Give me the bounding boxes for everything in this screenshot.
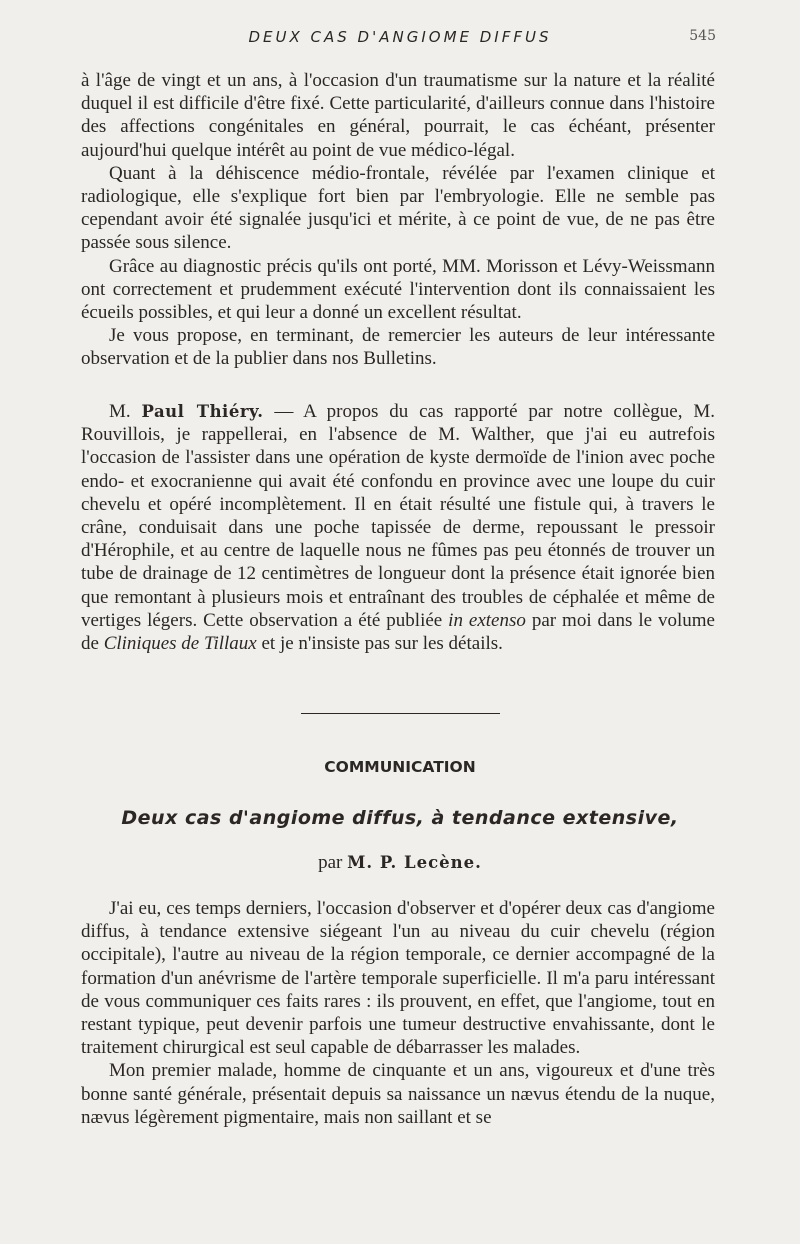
paragraph (81, 400, 715, 655)
remark-text-middle: par moi dans le volume de (81, 609, 715, 655)
paragraph: à l'âge de vingt et un ans, à l'occasion d'un traumatisme sur la nature et la réalité duquel il est difficile d'être fixé. Cette particularité, d'ailleurs connue dans l'histoire des affections congénitales en général, pourrait, le cas échéant, présenter aujourd'hui quelque intérêt au point de vue médico-légal. (81, 70, 715, 161)
paragraph: Grâce au diagnostic précis qu'ils ont porté, MM. Morisson et Lévy-Weissmann ont correctement et prudemment exécuté l'intervention dont ils connaissaient les écueils possibles, et qui leur a donné un excellent résultat. (81, 255, 715, 324)
running-head-title: DEUX CAS D'ANGIOME DIFFUS (248, 28, 552, 46)
paper-author (0, 852, 800, 874)
remark-text-end: et je n'insiste pas sur les détails. (261, 633, 503, 655)
paragraph: Je vous propose, en terminant, de remercier les auteurs de leur intéressante observation et de la publier dans nos Bulletins. (81, 325, 715, 370)
remark-text: — A propos du cas rapporté par notre collègue, M. Rouvillois, je rappellerai, en l'absence de M. Walther, que j'ai eu autrefois l'occasion de l'assister dans une opération de kyste dermoïde de l'inion avec poche endo- et exocranienne qui avait été confondu en province avec une loupe du cuir chevelu et opéré incomplètement. Il en était résulté une fistule qui, à travers le crâne, conduisait dans une poche tapissée de derme, repoussant le pressoir d'Hérophile, et au centre de laquelle nous ne fûmes pas peu étonnés de trouver un tube de drainage de 12 centimètres de longueur dont la présence était ignorée bien que remontant à plusieurs mois et entraînant des troubles de céphalée et même de vertiges légers. Cette observation a été publiée (81, 401, 715, 631)
page-number: 545 (689, 28, 716, 44)
paragraph: Mon premier malade, homme de cinquante et un ans, vigoureux et d'une très bonne santé générale, présentait depuis sa naissance un nævus étendu de la nuque, nævus légèrement pigmentaire, mais non saillant et se (81, 1060, 715, 1128)
paragraph: J'ai eu, ces temps derniers, l'occasion d'observer et d'opérer deux cas d'angiome diffus, à tendance extensive siégeant l'un au niveau du cuir chevelu (région occipitale), l'autre au niveau de la région temporale, ce dernier accompagné de la formation d'un anévrisme de l'artère temporale superficielle. Il m'a paru intéressant de vous communiquer ces faits rares : ils prouvent, en effet, que l'angiome, tout en restant typique, peut devenir parfois une tumeur destructive envahissante, dont le traitement chirurgical est seul capable de débarrasser les malades. (81, 898, 715, 1059)
italic-in-extenso: in extenso (448, 609, 526, 631)
paragraph: Quant à la déhiscence médio-frontale, révélée par l'examen clinique et radiologique, elle s'explique fort bien par l'embryologie. Elle ne semble pas cependant avoir été signalée jusqu'ici et mérite, à ce point de vue, de ne pas être passée sous silence. (81, 162, 715, 254)
speaker-prefix: M. (109, 401, 131, 422)
continued-report-text (81, 69, 715, 371)
italic-book-title: Cliniques de Tillaux (103, 633, 257, 655)
section-divider (301, 713, 500, 714)
author-name: M. P. Lecène. (347, 853, 482, 872)
section-heading: COMMUNICATION (324, 758, 476, 776)
running-head (0, 28, 800, 50)
communication-body (81, 897, 715, 1129)
paper-title: Deux cas d'angiome diffus, à tendance extensive, (121, 807, 679, 829)
speaker-name: Paul Thiéry. (141, 402, 264, 421)
author-prefix: par (318, 852, 343, 873)
thiery-remarks (81, 400, 715, 655)
